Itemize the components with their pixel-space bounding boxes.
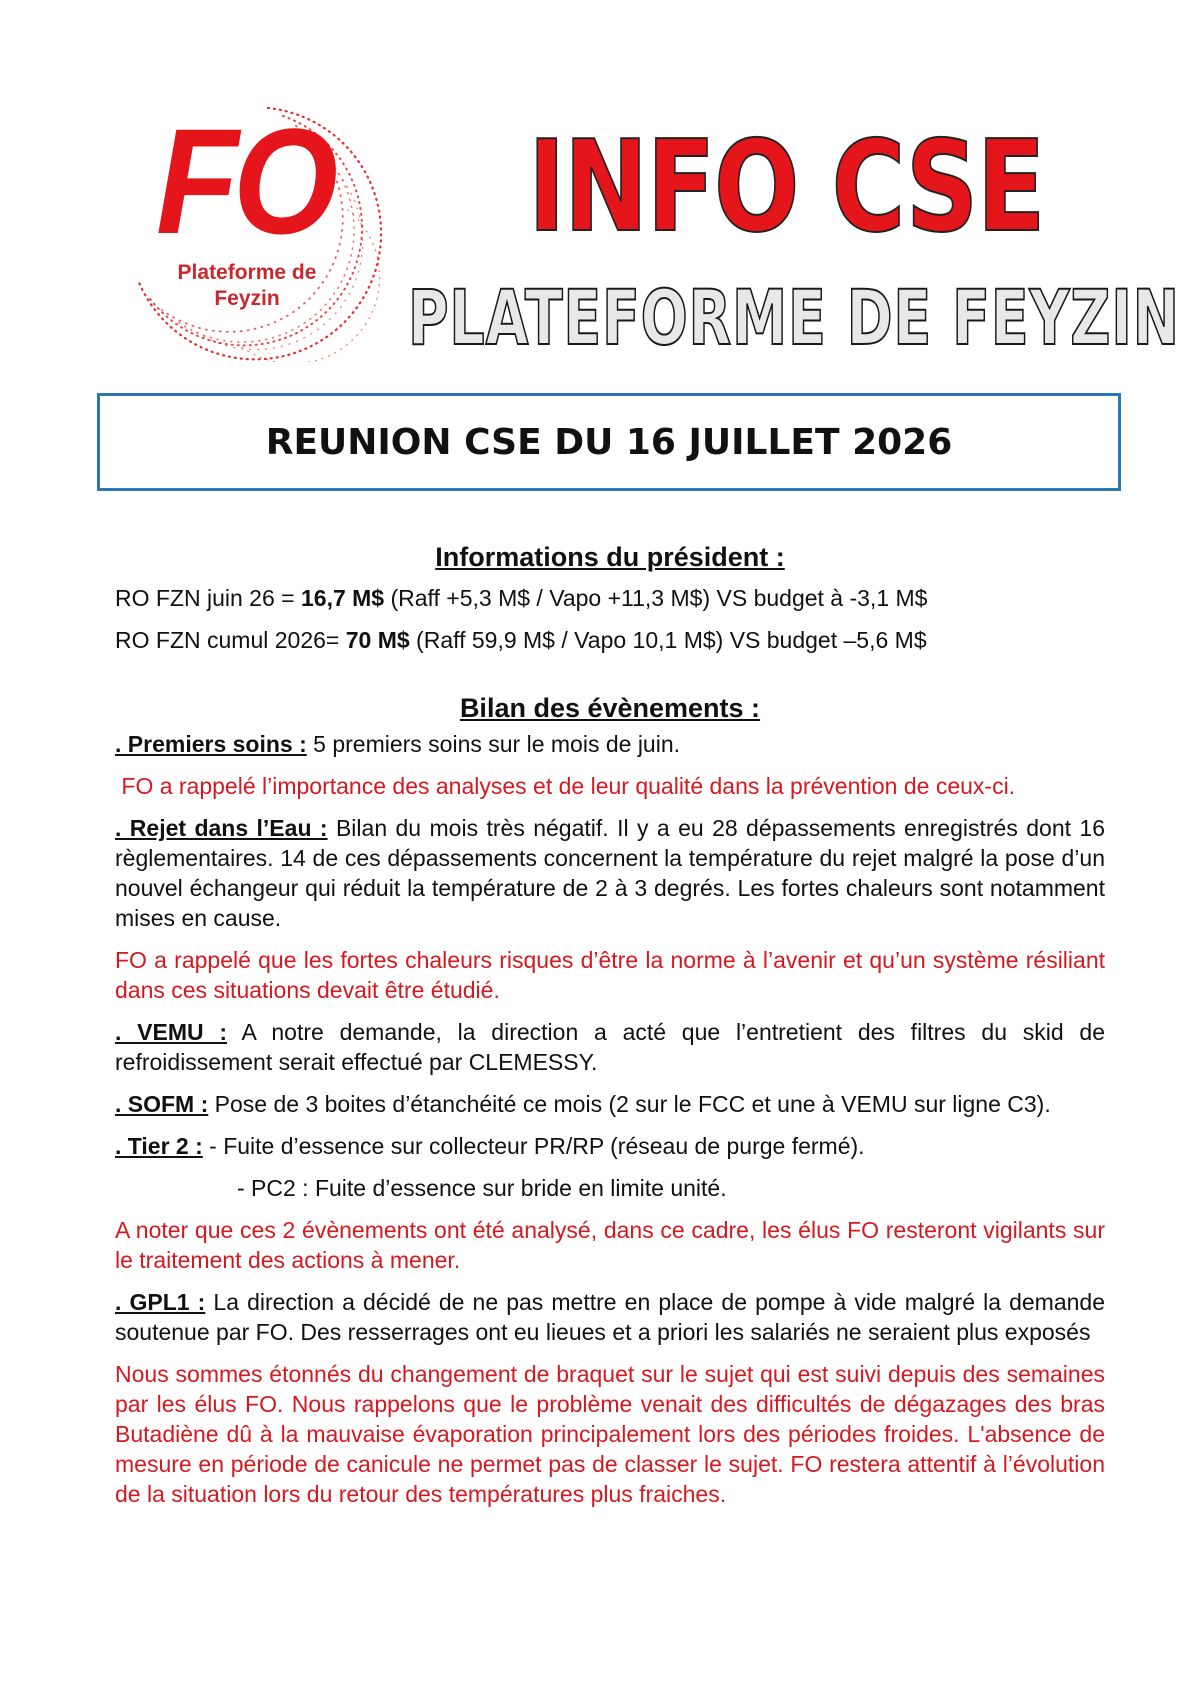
document-body xyxy=(115,540,1105,1521)
fo-logo xyxy=(118,97,398,362)
meeting-title-box xyxy=(97,393,1121,491)
main-subtitle: PLATEFORME DE FEYZIN xyxy=(408,273,1180,362)
president-heading: Informations du président : xyxy=(435,542,785,572)
logo-fo-text: FO xyxy=(156,97,333,265)
events-heading: Bilan des évènements : xyxy=(459,693,761,723)
premiers-soins-fo-note: FO a rappelé l’importance des analyses et de leur qualité dans la prévention de ceux-ci. xyxy=(115,773,1016,799)
ro-month-line: RO FZN juin 26 = 16,7 M$ (Raff +5,3 M$ / Vapo +11,3 M$) VS budget à -3,1 M$ xyxy=(115,585,928,611)
gpl1-note: Nous sommes étonnés du changement de braquet sur le sujet qui est suivi depuis des semaines par les élus FO. Nous rappelons que le problème venait des difficultés de dégazages des bras Butadiène dû à la mauvaise évaporation principalement lors des périodes froides. L'absence de mesure en période de canicule ne permet pas de classer le sujet. FO restera attentif à l’évolution de la situation lors du retour des températures plus fraiches. xyxy=(115,1361,1105,1507)
premiers-soins-item: . Premiers soins : 5 premiers soins sur le mois de juin. xyxy=(115,731,681,757)
sofm-item: . SOFM : Pose de 3 boites d’étanchéité ce mois (2 sur le FCC et une à VEMU sur ligne C3). xyxy=(115,1091,1051,1117)
main-title: INFO CSE xyxy=(528,113,1045,260)
tier2-note: A noter que ces 2 évènements ont été analysé, dans ce cadre, les élus FO resteront vigilants sur le traitement des actions à mener. xyxy=(115,1217,1105,1273)
rejet-eau-item: . Rejet dans l’Eau : Bilan du mois très négatif. Il y a eu 28 dépassements enregistrés dont 16 règlementaires. 14 de ces dépassements concernent la température du rejet malgré la pose d’un nouvel échangeur qui réduit la température de 2 à 3 degrés. Les fortes chaleurs sont notamment mises en cause. xyxy=(115,815,1105,931)
tier2-subitem: - PC2 : Fuite d’essence sur bride en limite unité. xyxy=(237,1175,727,1201)
document-header xyxy=(0,0,1200,380)
tier2-item: . Tier 2 : - Fuite d’essence sur collecteur PR/RP (réseau de purge fermé). xyxy=(115,1133,865,1159)
gpl1-item: . GPL1 : La direction a décidé de ne pas mettre en place de pompe à vide malgré la demande soutenue par FO. Des resserrages ont eu lieues et a priori les salariés ne seraient plus exposés xyxy=(115,1289,1105,1345)
logo-subtitle: Plateforme de Feyzin xyxy=(177,261,317,310)
rejet-eau-fo-note: FO a rappelé que les fortes chaleurs risques d’être la norme à l’avenir et qu’un système résiliant dans ces situations devait être étudié. xyxy=(115,947,1105,1003)
meeting-title: REUNION CSE DU 16 JUILLET 2026 xyxy=(265,421,953,463)
vemu-item: . VEMU : A notre demande, la direction a acté que l’entretient des filtres du skid de refroidissement serait effectué par CLEMESSY. xyxy=(115,1019,1106,1075)
ro-cumul-line: RO FZN cumul 2026= 70 M$ (Raff 59,9 M$ / Vapo 10,1 M$) VS budget –5,6 M$ xyxy=(115,627,927,653)
